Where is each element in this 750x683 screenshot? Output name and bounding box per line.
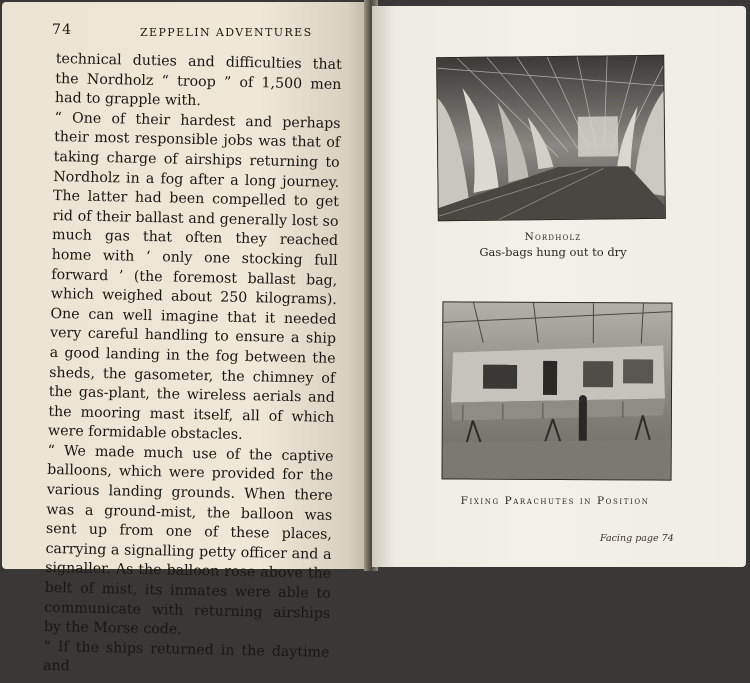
paragraph: “ If the ships returned in the daytime and <box>43 638 330 683</box>
left-page <box>2 2 370 569</box>
paragraph: “ We made much use of the captive balloons, which were provided for the various landing grounds. When there was a ground-mist, the balloon was sent up from one of these places, carrying a signalling petty officer and a signaller. As the balloon rose above the belt of mist, its inmates were able to communicate with returning airships by the Morse code. <box>44 442 334 644</box>
paragraph: “ One of their hardest and perhaps their most responsible jobs was that of taking charge of airships returning to Nordholz in a fog after a long journey. The latter had been compelled to get rid of their ballast and generally lost so much gas that often they reached home with ‘ only one stocking full forward ’ (the foremost ballast bag, which weighed about 250 kilograms). One can well imagine that it needed very careful handling to ensure a ship a good landing in the fog between the sheds, the gasometer, the chimney of the gas-plant, the wireless aerials and the mooring mast itself, all of which were formidable obstacles. <box>48 109 341 448</box>
page-number: 74 <box>52 22 72 38</box>
running-title: ZEPPELIN ADVENTURES <box>140 26 313 39</box>
paragraph: technical duties and difficulties that the Nordholz “ troop ” of 1,500 men had to grapple with. <box>55 50 342 115</box>
photo1-title: Nordholz <box>440 231 666 243</box>
body-text <box>43 50 342 683</box>
facing-page-note: Facing page 74 <box>600 533 674 544</box>
photo-hangar-gasbags <box>436 55 666 221</box>
photo2-caption: Fixing Parachutes in Position <box>440 495 670 507</box>
photo1-caption: Gas-bags hung out to dry <box>440 245 666 259</box>
photo-parachutes <box>442 301 673 480</box>
